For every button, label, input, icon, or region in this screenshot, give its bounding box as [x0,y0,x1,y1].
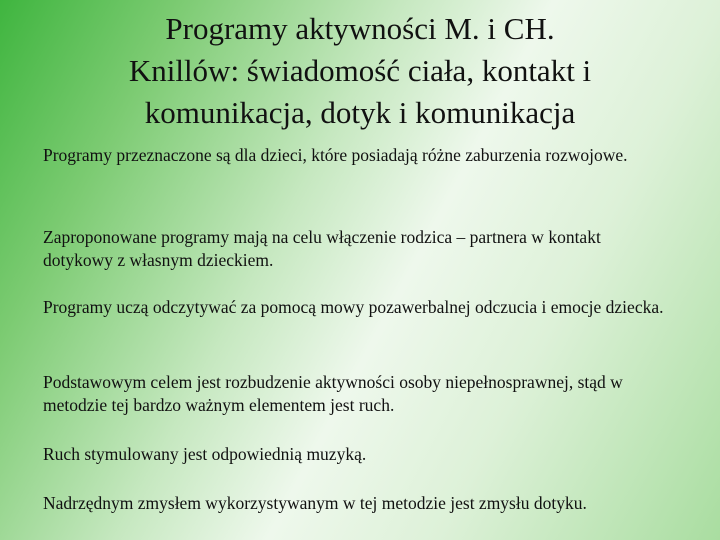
title-line-1: Programy aktywności M. i CH. [165,11,555,46]
title-line-2: Knillów: świadomość ciała, kontakt i [128,53,592,88]
paragraph-touch-sense: Nadrzędnym zmysłem wykorzystywanym w tej metodzie jest zmysłu dotyku. [43,493,587,513]
paragraph-parent-partner: Zaproponowane programy mają na celu włączenie rodzica – partnera w kontakt dotykowy z własnym dzieckiem. [43,227,601,270]
title-line-3: komunikacja, dotyk i komunikacja [144,95,576,130]
slide-title [40,8,680,134]
paragraph-nonverbal-reading: Programy uczą odczytywać za pomocą mowy pozawerbalnej odczucia i emocje dziecka. [43,297,664,317]
paragraph-target-group: Programy przeznaczone są dla dzieci, które posiadają różne zaburzenia rozwojowe. [43,145,628,165]
paragraph-music: Ruch stymulowany jest odpowiednią muzyką. [43,444,367,464]
paragraph-main-goal: Podstawowym celem jest rozbudzenie aktywności osoby niepełnosprawnej, stąd w metodzie tej bardzo ważnym elementem jest ruch. [43,372,623,415]
